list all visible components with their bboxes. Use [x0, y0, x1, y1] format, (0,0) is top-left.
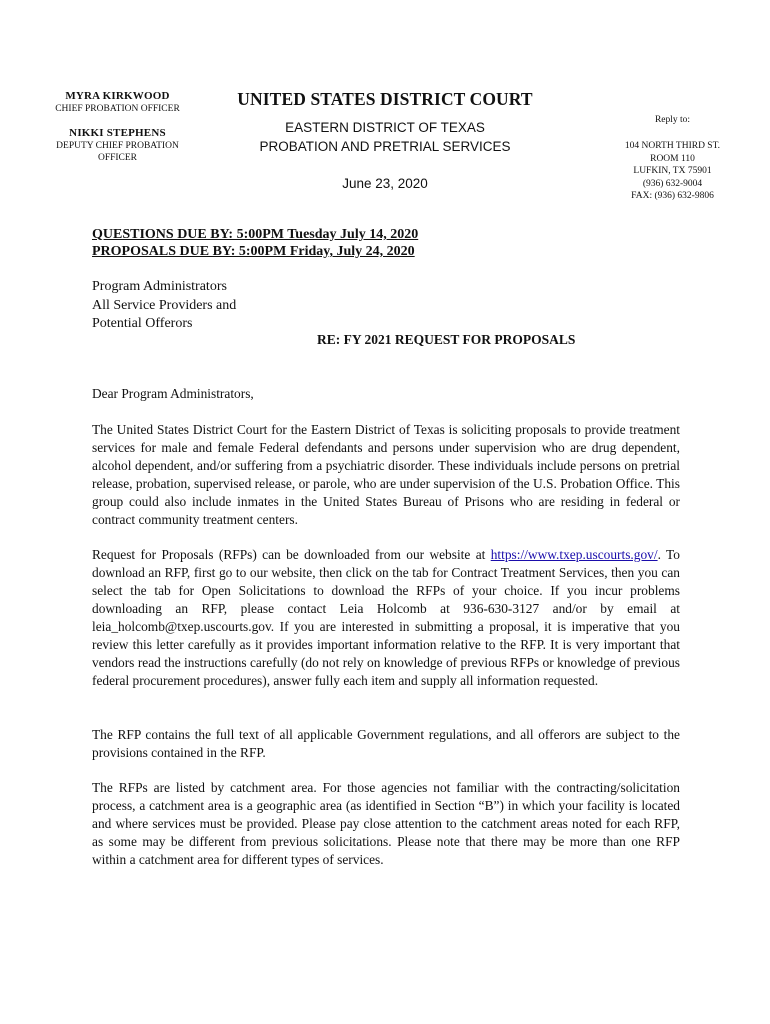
letter-date: June 23, 2020 — [342, 176, 428, 191]
court-header — [205, 89, 565, 191]
salutation: Dear Program Administrators, — [92, 386, 254, 401]
paragraph-regulations: The RFP contains the full text of all applicable Government regulations, and all offerors are subject to the provisions contained in the RFP. — [92, 727, 680, 760]
reply-room: ROOM 110 — [650, 153, 695, 164]
paragraph-download-intro: Request for Proposals (RFPs) can be downloaded from our website at — [92, 547, 491, 562]
deadlines-block — [92, 226, 418, 260]
paragraph-catchment: The RFPs are listed by catchment area. For those agencies not familiar with the contracting/solicitation process, a catchment area is a geographic area (as identified in Section “B”) in which your facility is located and where services must be provided. Please pay close attention to the catchment areas noted for each RFP, as some may be different from previous solicitations. Please note that there may be more than one RFP within a catchment area for different types of services. — [92, 780, 680, 867]
reply-fax: FAX: (936) 632-9806 — [631, 191, 714, 202]
paragraph-download-instructions — [92, 546, 680, 690]
deputy-officer-name: NIKKI STEPHENS — [69, 127, 166, 139]
court-district: EASTERN DISTRICT OF TEXAS — [285, 120, 485, 135]
chief-officer-title: CHIEF PROBATION OFFICER — [55, 104, 180, 114]
website-link[interactable]: https://www.txep.uscourts.gov/ — [490, 547, 658, 562]
chief-officer-name: MYRA KIRKWOOD — [65, 90, 170, 102]
reply-label: Reply to: — [654, 115, 691, 125]
reply-city: LUFKIN, TX 75901 — [633, 166, 712, 177]
subject-line: RE: FY 2021 REQUEST FOR PROPOSALS — [317, 332, 576, 347]
court-title: UNITED STATES DISTRICT COURT — [237, 89, 533, 109]
court-department: PROBATION AND PRETRIAL SERVICES — [259, 139, 511, 154]
reply-address-block — [585, 114, 760, 202]
reply-phone: (936) 632-9004 — [642, 178, 703, 189]
reply-street: 104 NORTH THIRD ST. — [624, 141, 721, 152]
questions-deadline: QUESTIONS DUE BY: 5:00PM Tuesday July 14, 2020 — [92, 227, 419, 242]
officers-block — [40, 90, 195, 164]
addressee-line: All Service Providers and — [92, 297, 237, 313]
addressee-line: Program Administrators — [92, 279, 227, 294]
paragraph-download-rest: . To download an RFP, first go to our website, then click on the tab for Contract Treatment Services, then you can select the tab for Open Solicitations to download the RFPs of your choice. If you incur problems downloading an RFP, please contact Leia Holcomb at 936-630-3127 and/or by email at leia_holcomb@txep.uscourts.gov. If you are interested in submitting a proposal, it is imperative that you review this letter carefully as it provides important information relative to the RFP. It is very important that vendors read the instructions carefully (do not rely on knowledge of previous RFPs or knowledge of previous federal procurement procedures), answer fully each item and supply all information requested. — [92, 547, 680, 688]
paragraph-intro: The United States District Court for the Eastern District of Texas is soliciting proposals to provide treatment services for male and female Federal defendants and persons under supervision who are drug dependent, alcohol dependent, and/or suffering from a psychiatric disorder. These individuals include persons on pretrial release, probation, supervised release, or parole, who are under supervision of the U.S. Probation Office. This group could also include inmates in the United States Bureau of Prisons who are residing in federal or contract community treatment centers. — [92, 422, 680, 527]
proposals-deadline: PROPOSALS DUE BY: 5:00PM Friday, July 24, 2020 — [92, 244, 415, 259]
deputy-officer-title: DEPUTY CHIEF PROBATION OFFICER — [56, 141, 179, 163]
addressees-block — [92, 278, 236, 334]
addressee-line: Potential Offerors — [92, 316, 193, 331]
